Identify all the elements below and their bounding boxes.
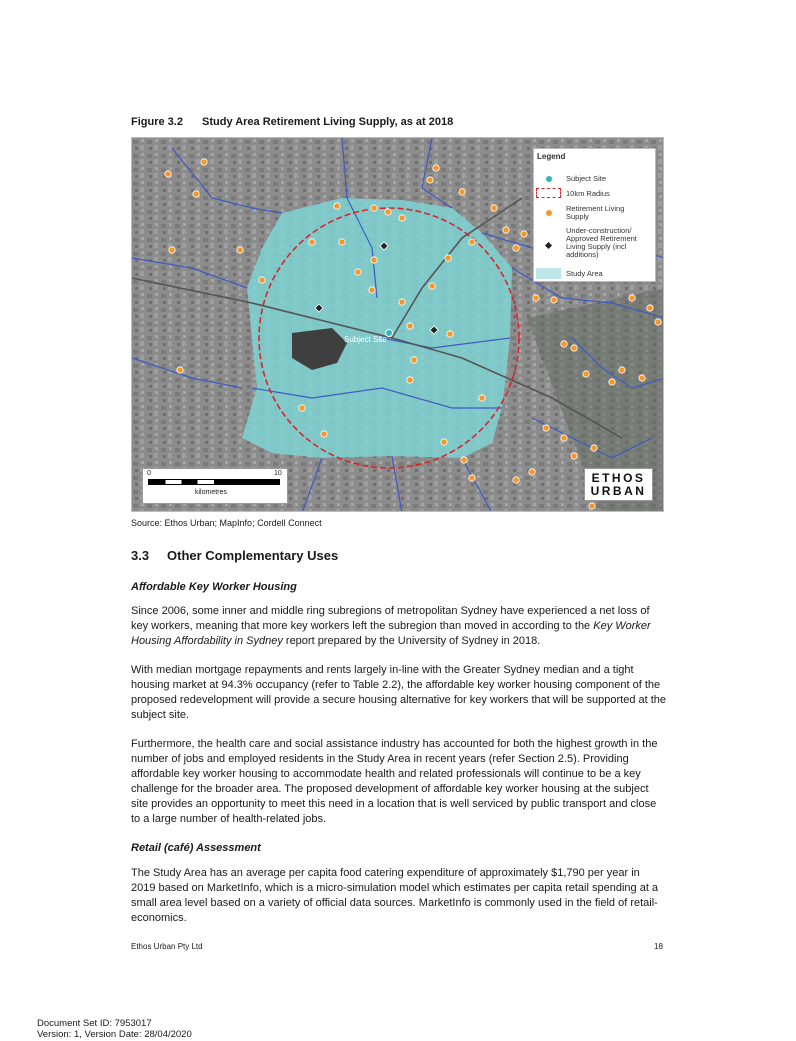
supply-point[interactable] bbox=[339, 239, 345, 245]
scale-start: 0 bbox=[147, 470, 151, 477]
supply-point[interactable] bbox=[521, 231, 527, 237]
paragraph-text: report prepared by the University of Sydney in 2018. bbox=[282, 635, 541, 647]
subject-site-label: Subject Site bbox=[344, 335, 387, 344]
supply-point[interactable] bbox=[193, 191, 199, 197]
scale-ruler bbox=[148, 479, 280, 485]
supply-point[interactable] bbox=[447, 331, 453, 337]
supply-point[interactable] bbox=[655, 319, 661, 325]
paragraph: With median mortgage repayments and rents largely in-line with the Greater Sydney median and a tight housing market at 94.3% occupancy (refer to Table 2.2), the affordable key worker housing component of the proposed redevelopment will provide a secure housing alternative for key workers that will be supported at the subject site. bbox=[131, 664, 667, 721]
supply-point[interactable] bbox=[629, 295, 635, 301]
section-heading bbox=[131, 548, 338, 563]
figure-title: Study Area Retirement Living Supply, as at 2018 bbox=[202, 116, 454, 128]
subsection-heading: Affordable Key Worker Housing bbox=[131, 581, 297, 593]
page-number: 18 bbox=[654, 942, 663, 951]
supply-point[interactable] bbox=[321, 431, 327, 437]
subsection-heading: Retail (café) Assessment bbox=[131, 842, 261, 854]
logo-line-2: URBAN bbox=[590, 484, 647, 498]
supply-point[interactable] bbox=[427, 177, 433, 183]
scale-bar bbox=[142, 468, 288, 504]
supply-point[interactable] bbox=[165, 171, 171, 177]
supply-point[interactable] bbox=[369, 287, 375, 293]
legend-label: Retirement Living Supply bbox=[566, 204, 625, 221]
supply-point[interactable] bbox=[469, 239, 475, 245]
study-area-map bbox=[131, 137, 664, 512]
supply-point[interactable] bbox=[334, 203, 340, 209]
legend-label: Under-construction/ Approved Retirement Living Supply (incl additions) bbox=[566, 226, 637, 259]
supply-point[interactable] bbox=[469, 475, 475, 481]
subject-site-legend-icon bbox=[546, 176, 552, 182]
supply-point[interactable] bbox=[543, 425, 549, 431]
supply-point[interactable] bbox=[561, 341, 567, 347]
paragraph-text: Since 2006, some inner and middle ring subregions of metropolitan Sydney have experienced a net loss of key workers, meaning that more key workers left the subregion than moved in according to the bbox=[131, 605, 650, 632]
supply-point[interactable] bbox=[411, 357, 417, 363]
supply-point[interactable] bbox=[309, 239, 315, 245]
report-title: Key Worker Housing Affordability in Sydney bbox=[131, 620, 651, 647]
supply-point[interactable] bbox=[237, 247, 243, 253]
supply-point[interactable] bbox=[371, 205, 377, 211]
supply-point[interactable] bbox=[299, 405, 305, 411]
scale-unit: kilometres bbox=[195, 489, 227, 496]
supply-point[interactable] bbox=[459, 189, 465, 195]
ethos-urban-logo bbox=[584, 468, 653, 501]
supply-point[interactable] bbox=[461, 457, 467, 463]
study-area-legend-icon bbox=[536, 268, 561, 279]
supply-point[interactable] bbox=[583, 371, 589, 377]
supply-point[interactable] bbox=[399, 299, 405, 305]
supply-point[interactable] bbox=[169, 247, 175, 253]
section-number: 3.3 bbox=[131, 548, 150, 563]
supply-point[interactable] bbox=[571, 345, 577, 351]
figure-source: Source: Ethos Urban; MapInfo; Cordell Connect bbox=[131, 518, 322, 528]
supply-point[interactable] bbox=[503, 227, 509, 233]
supply-point[interactable] bbox=[533, 295, 539, 301]
radius-legend-icon bbox=[536, 188, 561, 198]
paragraph: Furthermore, the health care and social assistance industry has accounted for both the highest growth in the number of jobs and employed residents in the Study Area in recent years (refer Section 2.5). Providing affordable key worker housing to accommodate health and related professionals will continue to be a key challenge for the broader area. The proposed development of affordable key worker housing at the subject site provides an opportunity to meet this need in a location that is well serviced by public transport and close to a large number of health-related jobs. bbox=[131, 738, 658, 825]
supply-point[interactable] bbox=[591, 445, 597, 451]
supply-point[interactable] bbox=[177, 367, 183, 373]
supply-point[interactable] bbox=[561, 435, 567, 441]
supply-point[interactable] bbox=[513, 477, 519, 483]
scale-end: 10 bbox=[274, 470, 282, 477]
supply-point[interactable] bbox=[639, 375, 645, 381]
paragraph bbox=[131, 604, 666, 649]
supply-point[interactable] bbox=[571, 453, 577, 459]
supply-point[interactable] bbox=[433, 165, 439, 171]
supply-point[interactable] bbox=[619, 367, 625, 373]
supply-point[interactable] bbox=[385, 209, 391, 215]
document-version: Version: 1, Version Date: 28/04/2020 bbox=[37, 1029, 192, 1040]
supply-point[interactable] bbox=[513, 245, 519, 251]
footer-company: Ethos Urban Pty Ltd bbox=[131, 942, 203, 951]
supply-point[interactable] bbox=[551, 297, 557, 303]
supply-point[interactable] bbox=[441, 439, 447, 445]
supply-point[interactable] bbox=[355, 269, 361, 275]
supply-point[interactable] bbox=[371, 257, 377, 263]
supply-point[interactable] bbox=[491, 205, 497, 211]
supply-point[interactable] bbox=[479, 395, 485, 401]
supply-point[interactable] bbox=[407, 377, 413, 383]
study-area-polygon bbox=[242, 198, 512, 458]
supply-point[interactable] bbox=[529, 469, 535, 475]
document-set-id: Document Set ID: 7953017 bbox=[37, 1018, 152, 1029]
figure-caption bbox=[131, 116, 453, 128]
legend-label: Study Area bbox=[566, 269, 603, 278]
logo-line-1: ETHOS bbox=[591, 471, 646, 485]
supply-point[interactable] bbox=[399, 215, 405, 221]
section-title: Other Complementary Uses bbox=[167, 548, 339, 563]
supply-point[interactable] bbox=[201, 159, 207, 165]
map-legend bbox=[533, 148, 656, 282]
supply-point[interactable] bbox=[429, 283, 435, 289]
supply-point[interactable] bbox=[589, 503, 595, 509]
diamond-legend-icon bbox=[545, 242, 552, 249]
paragraph: The Study Area has an average per capita food catering expenditure of approximately $1,790 per year in 2019 based on MarketInfo, which is a micro-simulation model which estimates per capita retail spending at a small area level based on a variety of official data sources. MarketInfo is commonly used in the field of retail-economics. bbox=[131, 867, 659, 924]
supply-legend-icon bbox=[546, 210, 552, 216]
figure-number: Figure 3.2 bbox=[131, 116, 183, 128]
supply-point[interactable] bbox=[445, 255, 451, 261]
supply-point[interactable] bbox=[647, 305, 653, 311]
supply-point[interactable] bbox=[609, 379, 615, 385]
supply-point[interactable] bbox=[407, 323, 413, 329]
legend-title: Legend bbox=[537, 152, 566, 161]
legend-label: 10km Radius bbox=[566, 189, 610, 198]
legend-label: Subject Site bbox=[566, 174, 607, 183]
supply-point[interactable] bbox=[259, 277, 265, 283]
